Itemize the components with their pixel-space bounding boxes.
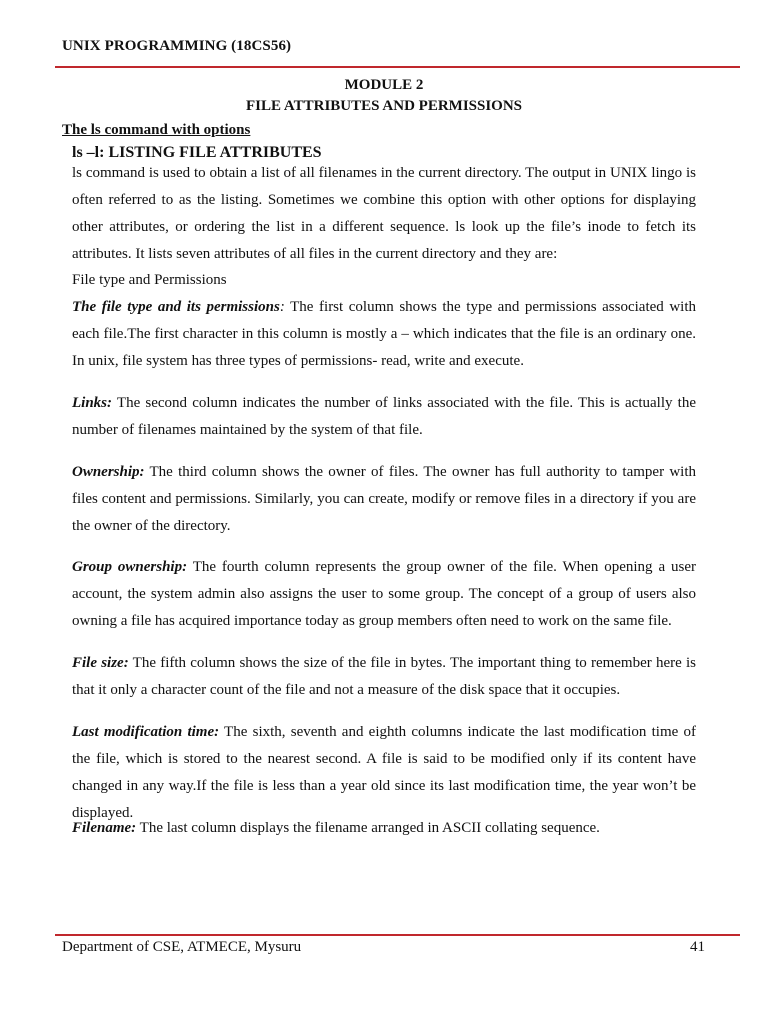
paragraph-file-type	[72, 294, 696, 375]
term-ownership: Ownership:	[72, 464, 145, 480]
paragraph-filename	[72, 815, 696, 842]
paragraph-file-size	[72, 650, 696, 704]
paragraph-ownership	[72, 459, 696, 540]
term-separator: :	[279, 299, 285, 315]
term-links: Links:	[72, 395, 113, 411]
paragraph-links	[72, 390, 696, 444]
paragraph-group-ownership	[72, 554, 696, 635]
subheading: ls –l: LISTING FILE ATTRIBUTES	[72, 144, 322, 161]
text-ownership: The third column shows the owner of files. The owner has full authority to tamper with files content and permissions. Similarly, you can create, modify or remove files in a directory if you are the owner of the directory.	[72, 464, 696, 534]
text-group-ownership: The fourth column represents the group owner of the file. When opening a user account, the system admin also assigns the user to some group. The concept of a group of users also owning a file has acquired importance today as group members often need to work on the same file.	[72, 559, 696, 629]
section-title: The ls command with options	[62, 122, 251, 138]
text-file-size: The fifth column shows the size of the file in bytes. The important thing to remember here is that it only a character count of the file and not a measure of the disk space that it occupies.	[72, 655, 696, 698]
term-filename: Filename:	[72, 820, 137, 836]
term-group-ownership: Group ownership:	[72, 559, 188, 575]
running-header: UNIX PROGRAMMING (18CS56)	[62, 38, 292, 54]
module-number: MODULE 2	[344, 77, 424, 93]
page-number: 41	[690, 939, 705, 955]
paragraph-last-modification	[72, 719, 696, 827]
term-file-type: The file type and its permissions	[72, 299, 280, 315]
list-label: File type and Permissions	[72, 272, 227, 288]
footer-department: Department of CSE, ATMECE, Mysuru	[62, 939, 302, 955]
intro-paragraph: ls command is used to obtain a list of all filenames in the current directory. The output in UNIX lingo is often referred to as the listing. Sometimes we combine this option with other options for displaying other attributes, or ordering the list in a different sequence. ls look up the file’s inode to fetch its attributes. It lists seven attributes of all files in the current directory and they are:	[72, 165, 696, 262]
text-last-modification: The sixth, seventh and eighth columns indicate the last modification time of the file, which is stored to the nearest second. A file is said to be modified only if its content have changed in any way.If the file is less than a year old since its last modification time, the year won’t be displayed.	[72, 724, 696, 821]
header-rule	[55, 66, 740, 68]
term-file-size: File size:	[72, 655, 129, 671]
text-links: The second column indicates the number of links associated with the file. This is actually the number of filenames maintained by the system of that file.	[72, 395, 696, 438]
text-filename: The last column displays the filename arranged in ASCII collating sequence.	[136, 820, 600, 836]
footer-rule	[55, 934, 740, 936]
module-title: FILE ATTRIBUTES AND PERMISSIONS	[245, 98, 523, 114]
text-file-type: The first column shows the type and permissions associated with each file.The first character in this column is mostly a – which indicates that the file is an ordinary one. In unix, file system has three types of permissions- read, write and execute.	[72, 299, 697, 369]
term-last-modification: Last modification time:	[72, 724, 220, 740]
